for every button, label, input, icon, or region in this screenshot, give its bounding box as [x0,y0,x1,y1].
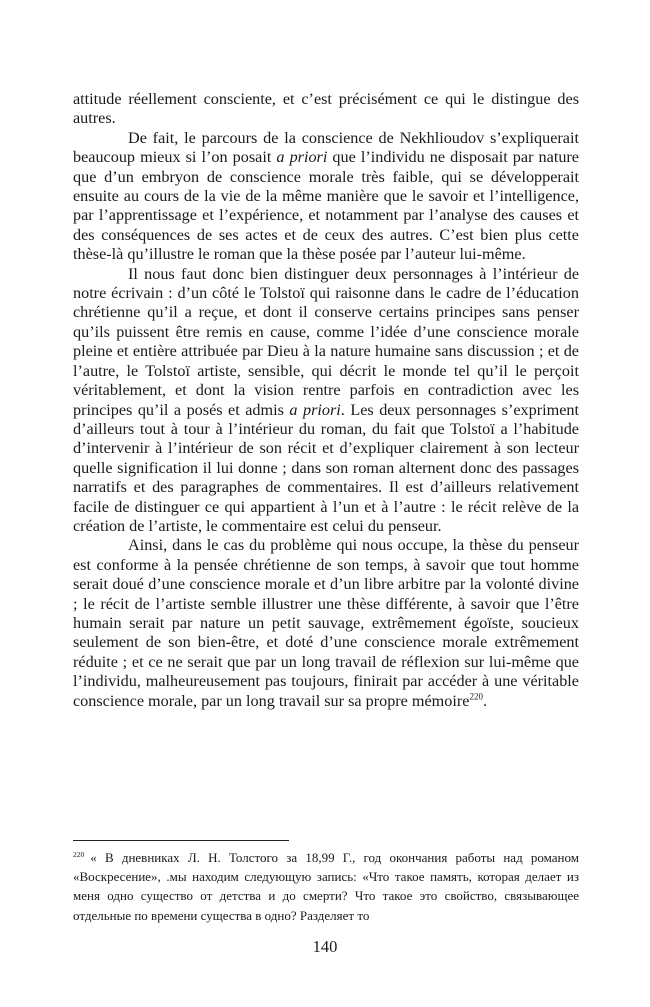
text-segment: attitude réellement consciente, et c’est précisément ce qui le distingue des autres. [73,90,579,128]
italic-text: a priori [289,400,341,419]
text-segment: . Les deux personnages s’expriment d’ailleurs tout à tour à l’intérieur du roman, du fait que Tolstoï a l’habitude d’intervenir à l’intérieur de son récit et d’expliquer clairement à son lecteur quelle signification il lui donne ; dans son roman alternent donc des passages narratifs et des paragraphes de commentaires. Il est d’ailleurs relativement facile de distinguer ce qui appartient à l’un et à l’autre : le récit relève de la création de l’artiste, le commentaire est celui du penseur. [73,400,579,535]
paragraph [73,90,579,129]
body-text [73,90,579,711]
text-segment: De fait, le parcours de la conscience de Nekhlioudov s’expliquerait beaucoup mieux si l’on posait [73,128,579,167]
text-segment: que l’individu ne disposait par nature que d’un embryon de conscience morale très faible, qui se développerait ensuite au cours de la vie de la même manière que le savoir et l’intelligence, par l’apprentissage et l’expérience, et notamment par l’analyse des causes et des conséquences de ses actes et de ceux des autres. C’est bien plus cette thèse-là qu’illustre le roman que la thèse posée par l’auteur lui-même. [73,148,579,264]
paragraph [73,536,579,711]
page-number: 140 [312,937,338,956]
footnote-text: « В дневниках Л. Н. Толстого за 18,99 Г., год окончания работы над романом «Воскресение», .мы находим следующую запись: «Что такое память, которая делает из меня одно существо от детства и до смерти? Что такое это свойство, связывающее отдельные по времени существа в одно? Разделяет то [73,850,579,923]
paragraph [73,265,579,537]
text-segment: . [482,691,487,710]
footnote [73,848,579,925]
paragraph [73,129,579,265]
italic-text: a priori [276,148,328,167]
text-segment: Il nous faut donc bien distinguer deux personnages à l’intérieur de notre écrivain : d’un côté le Tolstoï qui raisonne dans le cadre de l’éducation chrétienne qu’il a reçue, et dont il conserve certains principes sans penser qu’ils puissent être remis en cause, comme l’idée d’une conscience morale pleine et entière attribuée par Dieu à la nature humaine sans discussion ; et de l’autre, le Tolstoï artiste, sensible, qui décrit le monde tel qu’il le perçoit véritablement, et dont la vision rentre parfois en contradiction avec les principes qu’il a posés et admis [73,264,579,419]
footnote-number: 220 [73,849,85,859]
footnote-separator [73,840,289,841]
text-segment: Ainsi, dans le cas du problème qui nous occupe, la thèse du penseur est conforme à la pensée chrétienne de son temps, à savoir que tout homme serait doué d’une conscience morale et d’un libre arbitre par la volonté divine ; le récit de l’artiste semble illustrer une thèse différente, à savoir que l’être humain serait par nature un petit sauvage, extrêmement égoïste, soucieux seulement de son bien-être, et doté d’une conscience morale extrêmement réduite ; et ce ne serait que par un long travail de réflexion sur lui-même que l’individu, malheureusement pas toujours, finirait par accéder à une véritable conscience morale, par un long travail sur sa propre mémoire [73,536,579,710]
footnote-reference: 220 [469,691,483,702]
